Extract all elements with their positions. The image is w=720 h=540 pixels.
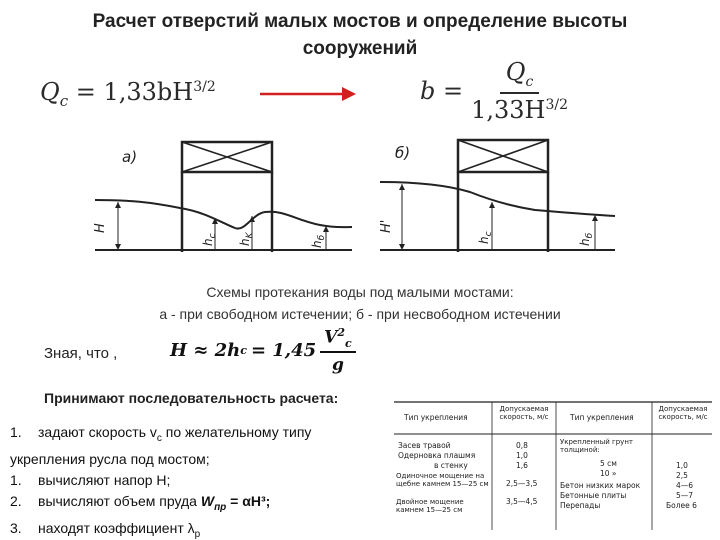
table-header: Допускаемая скорость, м/с (658, 405, 708, 421)
velocity-table (394, 400, 714, 536)
scheme-a (93, 142, 352, 252)
discharge-formula: $Q_c = 1,33bH^{3/2}$ (40, 78, 216, 110)
table-cell: в стенку (434, 461, 468, 470)
figure-caption (100, 281, 620, 325)
table-cell: 1,0 (676, 461, 688, 470)
table-cell: 2,5—3,5 (506, 479, 538, 488)
table-cell: Двойное мощение камнем 15—25 см (396, 498, 464, 514)
table-header: Тип укрепления (570, 413, 634, 422)
table-cell: 5 см (600, 459, 617, 468)
scheme-b-H: H' (379, 219, 394, 233)
steps-header: Принимают последовательность расчета: (44, 390, 339, 406)
table-cell: 2,5 (676, 471, 688, 480)
scheme-b-hb: $h_б$ (578, 232, 595, 246)
table-cell: Перепады (560, 501, 601, 510)
width-formula: b = $\frac{Q_c}{1,33H^{3/2}}$ (420, 58, 569, 124)
knowing-text: Зная, что , (44, 345, 118, 362)
table-cell: Одерновка плашмя (398, 451, 476, 460)
table-header: Допускаемая скорость, м/с (499, 405, 549, 421)
table-cell: Укрепленный грунт толщиной: (560, 438, 633, 454)
list-item: 1. задают скорость $v_c$ по желательному типу (10, 424, 312, 444)
scheme-a-hb: $h_б$ (310, 234, 327, 248)
caption-line-1: Схемы протекания воды под малыми мостами: (206, 284, 514, 300)
scheme-a-label: а) (122, 148, 138, 166)
head-formula: H ≈ 2h c = 1,45 $\frac{V^2_c}{g}$ (170, 326, 356, 375)
table-cell: 3,5—4,5 (506, 497, 538, 506)
scheme-a-hc: $h_c$ (201, 233, 218, 246)
flow-schemes-diagram (90, 130, 620, 270)
table-cell: 1,0 (516, 451, 528, 460)
scheme-b (379, 140, 615, 252)
list-item: 1. вычисляют напор H; (10, 471, 171, 488)
table-cell: 4—6 (676, 481, 694, 490)
scheme-b-hc: $h_c$ (477, 231, 494, 244)
table-cell: Засев травой (398, 441, 451, 450)
table-cell: 10 » (600, 469, 617, 478)
table-cell: Более 6 (666, 501, 697, 510)
scheme-a-H: H (93, 223, 108, 233)
table-header: Тип укрепления (404, 413, 468, 422)
scheme-b-label: б) (395, 144, 411, 162)
list-item: 2. вычисляют объем пруда $W_{пр} = \alpha H^3$; (10, 492, 271, 513)
list-item: 3. находят коэффициент $\lambda_р$ (10, 519, 201, 540)
table-cell: 1,6 (516, 461, 528, 470)
table-cell: 5—7 (676, 491, 694, 500)
table-cell: Бетонные плиты (560, 491, 627, 500)
table-cell: Одиночное мощение на щебне камнем 15—25 см (396, 472, 489, 488)
table-cell: 0,8 (516, 441, 528, 450)
red-arrow-icon (258, 84, 358, 104)
scheme-a-hk: $h_K$ (238, 232, 255, 246)
steps-list (10, 422, 382, 540)
list-item-continuation: укрепления русла под мостом; (10, 450, 210, 467)
caption-line-2: а - при свободном истечении; б - при несвободном истечении (159, 306, 561, 322)
page-title: Расчет отверстий малых мостов и определение высоты сооружений (92, 11, 628, 59)
table-cell: Бетон низких марок (560, 481, 641, 490)
